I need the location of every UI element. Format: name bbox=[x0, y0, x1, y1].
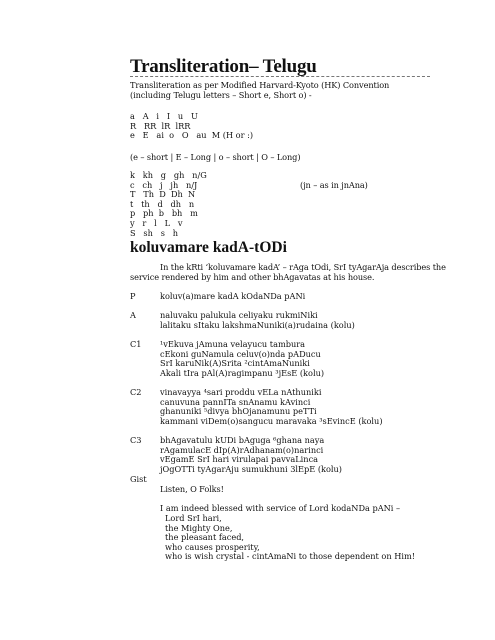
lyric-line: Akali tIra pAl(A)ragimpanu ³jEsE (kolu) bbox=[160, 367, 325, 378]
section-lines-p bbox=[160, 292, 305, 302]
vowel-row: a A i I u U bbox=[130, 111, 198, 121]
short-long-note: (e – short | E – Long | o – short | O – Long) bbox=[130, 152, 301, 162]
lyric-line: canuvuna pannITa snAnamu kAvinci bbox=[160, 396, 311, 407]
lyric-line: ghanuniki ⁵divya bhOjanamunu peTTi bbox=[160, 406, 317, 417]
vowel-row: e E ai o O au M (H or :) bbox=[130, 130, 254, 141]
lyric-line: naluvaku palukula celiyaku rukmiNiki bbox=[160, 310, 318, 320]
section-label-c3: C3 bbox=[130, 435, 142, 445]
consonant-table bbox=[130, 171, 207, 238]
lyric-line: vEgamE SrI hari virulapai pavvaLinca bbox=[160, 454, 319, 465]
gist-line: I am indeed blessed with service of Lord kodaNDa pANi – bbox=[160, 503, 401, 513]
lyric-line: koluv(a)mare kadA kOdaNDa pANi bbox=[160, 291, 306, 301]
section-lines-c2 bbox=[160, 388, 383, 426]
title-divider bbox=[130, 76, 430, 78]
gist-line: who is wish crystal - cintAmaNi to those dependent on Him! bbox=[165, 551, 416, 562]
vowel-row: R RR lR lRR bbox=[130, 120, 191, 131]
lyric-line: jOgOTTi tyAgarAju sumukhuni 3lEpE (kolu) bbox=[160, 463, 343, 474]
gist-line: the Mighty One, bbox=[165, 522, 233, 533]
lyric-line: kammani viDem(o)sangucu maravaka ³sEvincE (kolu) bbox=[160, 415, 383, 426]
gist-greeting: Listen, O Folks! bbox=[160, 484, 224, 494]
lyric-line: ¹vEkuva jAmuna velayucu tambura bbox=[160, 339, 306, 349]
convention-line-2: (including Telugu letters – Short e, Short o) - bbox=[130, 90, 312, 100]
consonant-row: y r l L v bbox=[130, 217, 183, 228]
section-lines-a bbox=[160, 311, 355, 330]
consonant-row: p ph b bh m bbox=[130, 208, 198, 219]
consonant-row: c ch j jh n/J bbox=[130, 179, 198, 190]
lyric-line: SrI karuNik(A)Srita ²cintAmaNuniki bbox=[160, 358, 310, 369]
section-label-c2: C2 bbox=[130, 387, 142, 397]
section-label-p: P bbox=[130, 291, 136, 301]
section-label-gist: Gist bbox=[130, 474, 147, 484]
gist-lines-indented bbox=[165, 514, 415, 562]
jn-note: (jn – as in jnAna) bbox=[300, 180, 368, 190]
lyric-line: cEkoni guNamula celuv(o)nda pADucu bbox=[160, 348, 321, 359]
song-title: koluvamare kadA-tODi bbox=[130, 239, 287, 256]
intro-line-1: In the kRti ‘koluvamare kadA’ – rAga tOdi, SrI tyAgarAja describes the bbox=[160, 262, 446, 272]
intro-line-2: service rendered by him and other bhAgavatas at his house. bbox=[130, 272, 375, 282]
lyric-line: vinavayya ⁴sari proddu vELa nAthuniki bbox=[160, 387, 322, 397]
consonant-row: k kh g gh n/G bbox=[130, 170, 207, 180]
gist-line: who causes prosperity, bbox=[165, 541, 260, 552]
section-label-a: A bbox=[130, 310, 136, 320]
consonant-row: T Th D Dh N bbox=[130, 189, 196, 200]
section-label-c1: C1 bbox=[130, 339, 142, 349]
lyric-line: lalitaku sItaku lakshmaNuniki(a)rudaina (kolu) bbox=[160, 319, 355, 330]
consonant-row: t th d dh n bbox=[130, 198, 195, 209]
gist-line: Lord SrI hari, bbox=[165, 513, 222, 523]
vowel-table bbox=[130, 112, 253, 141]
lyric-line: rAgamulacE dIp(A)rAdhanam(o)narinci bbox=[160, 444, 324, 455]
section-lines-c1 bbox=[160, 340, 324, 378]
page-title: Transliteration– Telugu bbox=[130, 56, 317, 77]
section-lines-c3 bbox=[160, 436, 342, 474]
consonant-row: S sh s h bbox=[130, 227, 178, 238]
lyric-line: bhAgavatulu kUDi bAguga ⁶ghana naya bbox=[160, 435, 325, 445]
gist-line: the pleasant faced, bbox=[165, 532, 245, 543]
convention-line-1: Transliteration as per Modified Harvard-Kyoto (HK) Convention bbox=[130, 80, 390, 90]
